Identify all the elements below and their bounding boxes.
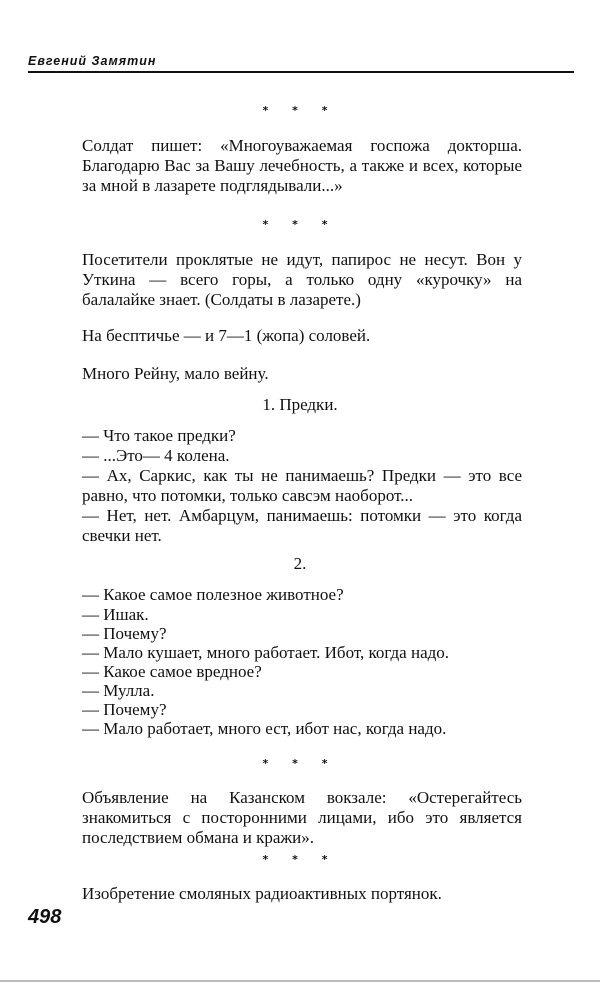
dialogue-line: — Мало кушает, много работает. Ибот, когда надо. [82, 643, 450, 662]
dialogue-line: — Что такое предки? [82, 426, 236, 445]
section-separator: * * * [262, 757, 338, 770]
page-number: 498 [28, 906, 62, 928]
dialogue-line: — Мулла. [82, 681, 155, 700]
dialogue-line: — Ишак. [82, 605, 149, 624]
dialogue-line: — Какое самое вредное? [82, 662, 262, 681]
subheading-2: 2. [293, 554, 307, 573]
paragraph-announcement: Объявление на Казанском вокзале: «Остерегайтесь знакомиться с посторонними лицами, ибо это является последствием обмана и кражи». [82, 788, 522, 847]
running-head-author: Евгений Замятин [28, 54, 574, 73]
paragraph-proverb-1: На бесптичье — и 7—1 (жопа) соловей. [82, 326, 371, 345]
dialogue-line: — Мало работает, много ест, ибот нас, когда надо. [82, 719, 447, 738]
paragraph-proverb-2: Много Рейну, мало вейну. [82, 364, 269, 383]
paragraph-soldier-letter: Солдат пишет: «Многоуважаемая госпожа докторша. Благодарю Вас за Вашу лечебность, а также и всех, которые за мной в лазарете подглядывали...» [82, 136, 522, 195]
subheading-1: 1. Предки. [262, 395, 338, 414]
paragraph-invention: Изобретение смоляных радиоактивных портянок. [82, 884, 442, 903]
section-separator: * * * [262, 218, 338, 231]
dialogue-line: — Почему? [82, 624, 167, 643]
dialogue-line: — Нет, нет. Амбарцум, панимаешь: потомки — это когда свечки нет. [82, 506, 522, 545]
bottom-divider [0, 980, 600, 982]
section-separator: * * * [262, 853, 338, 866]
dialogue-line: — ...Это— 4 колена. [82, 446, 230, 465]
dialogue-line: — Какое самое полезное животное? [82, 585, 344, 604]
paragraph-visitors: Посетители проклятые не идут, папирос не несут. Вон у Уткина — всего горы, а только одну «курочку» на балалайке знает. (Солдаты в лазарете.) [82, 250, 522, 309]
dialogue-line: — Почему? [82, 700, 167, 719]
section-separator: * * * [262, 104, 338, 117]
dialogue-line: — Ах, Саркис, как ты не панимаешь? Предки — это все равно, что потомки, только савсэм наоборот... [82, 466, 522, 505]
